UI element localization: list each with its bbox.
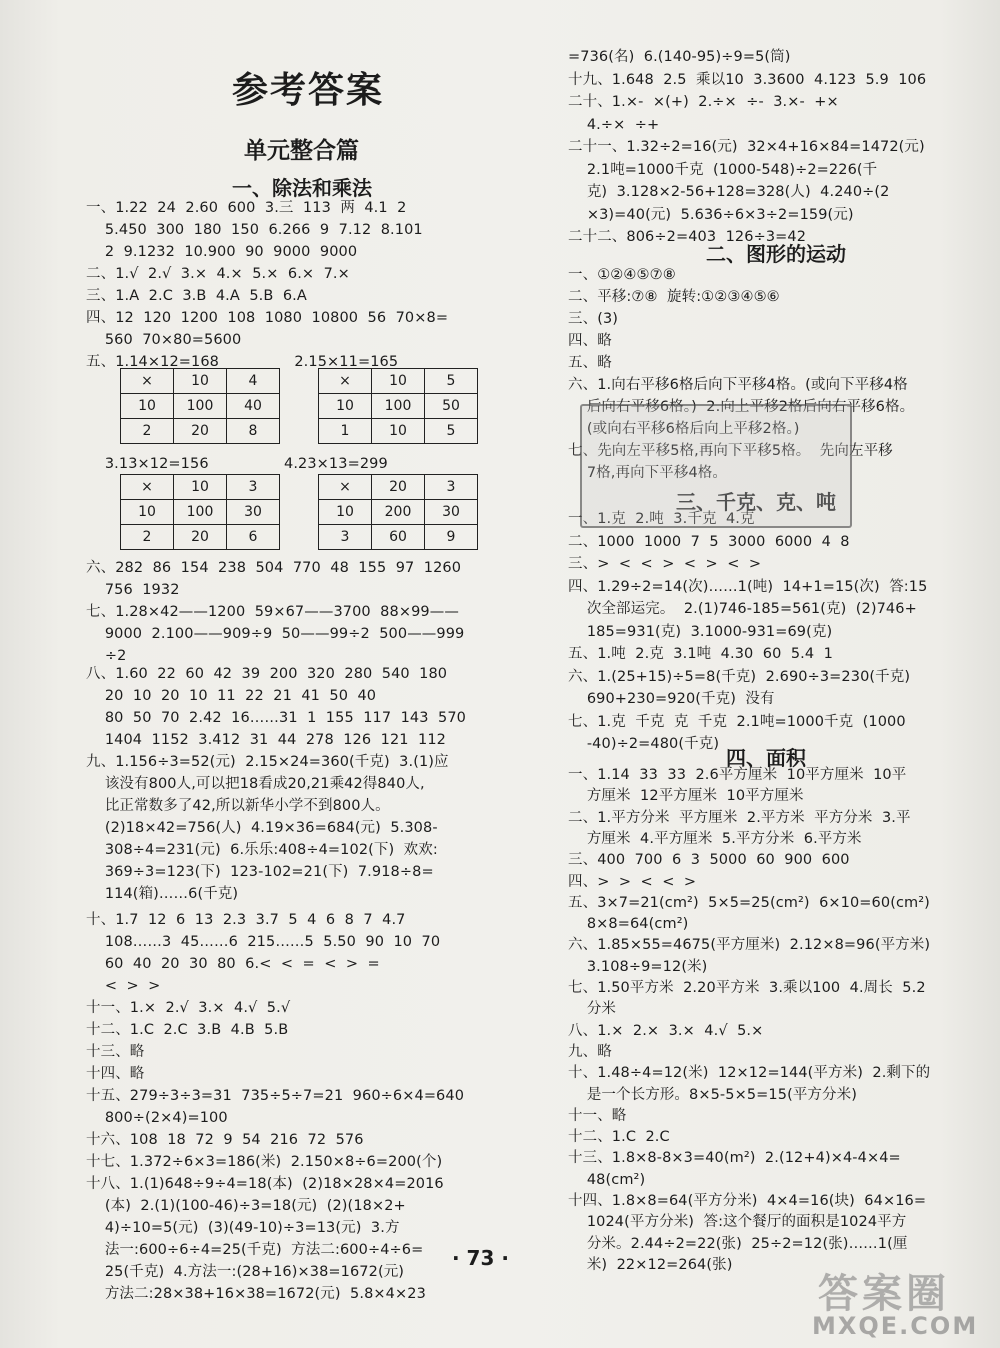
answer-line: 2 9.1232 10.900 90 9000 9000 bbox=[86, 244, 358, 260]
table-cell: × bbox=[319, 369, 372, 394]
table-cell: × bbox=[121, 369, 174, 394]
answer-line: 是一个长方形。8×5-5×5=15(平方分米) bbox=[568, 1086, 857, 1103]
table-cell: 40 bbox=[227, 394, 280, 419]
table-row bbox=[121, 500, 280, 525]
answer-line: 十一、1.× 2.√ 3.× 4.√ 5.√ bbox=[86, 1000, 291, 1016]
table-cell: 100 bbox=[174, 500, 227, 525]
answer-line: < > > bbox=[86, 978, 161, 994]
answer-line: (或向右平移6格后向上平移2格。) bbox=[568, 421, 800, 437]
answer-line: 七、1.28×42——1200 59×67——3700 88×99—— bbox=[86, 604, 459, 620]
answer-line: 60 40 20 30 80 6.< < = < > = bbox=[86, 956, 380, 972]
watermark-logo: 答案圈 bbox=[818, 1271, 950, 1317]
table-cell: 50 bbox=[425, 394, 478, 419]
table-cell: 20 bbox=[372, 475, 425, 500]
table-row bbox=[319, 419, 478, 444]
answer-line: 114(箱)……6(千克) bbox=[86, 886, 239, 902]
part-title: 单元整合篇 bbox=[244, 138, 359, 164]
answer-line: 七、先向左平移5格,再向下平移5格。 先向左平移 bbox=[568, 443, 893, 459]
answer-line: 该没有800人,可以把18看成20,21乘42得840人, bbox=[86, 776, 425, 792]
table-row bbox=[319, 475, 478, 500]
table-row bbox=[319, 369, 478, 394]
table-row bbox=[319, 500, 478, 525]
answer-line: 克) 3.128×2-56+128=328(人) 4.240÷(2 bbox=[568, 184, 890, 200]
answer-line: 八、1.× 2.× 3.× 4.√ 5.× bbox=[568, 1022, 764, 1039]
table-cell: 10 bbox=[121, 394, 174, 419]
table-cell: 30 bbox=[227, 500, 280, 525]
answer-line: (2)18×42=756(人) 4.19×36=684(元) 5.308- bbox=[86, 820, 438, 836]
answer-line: 米) 22×12=264(张) bbox=[568, 1256, 733, 1273]
answer-line: -40)÷2=480(千克) bbox=[568, 736, 720, 752]
table-cell: 10 bbox=[121, 500, 174, 525]
answer-line: 三、1.A 2.C 3.B 4.A 5.B 6.A bbox=[86, 288, 307, 304]
stamp-overlay bbox=[580, 404, 852, 528]
answer-line: 三、(3) bbox=[568, 311, 619, 327]
table-cell: 20 bbox=[174, 419, 227, 444]
answer-line: 九、1.156÷3=52(元) 2.15×24=360(千克) 3.(1)应 bbox=[86, 754, 449, 770]
answer-line: 分米。2.44÷2=22(张) 25÷2=12(张)……1(厘 bbox=[568, 1235, 908, 1252]
answer-line: 3.13×12=156 4.23×13=299 bbox=[86, 456, 388, 472]
table-cell: 100 bbox=[372, 394, 425, 419]
answer-line: 80 50 70 2.42 16……31 1 155 117 143 570 bbox=[86, 710, 466, 726]
answer-line: 十七、1.372÷6×3=186(米) 2.150×8÷6=200(个) bbox=[86, 1154, 443, 1170]
answer-line: 五、3×7=21(cm²) 5×5=25(cm²) 6×10=60(cm²) bbox=[568, 894, 930, 911]
table-cell: 10 bbox=[174, 369, 227, 394]
answer-line: ÷2 bbox=[86, 648, 127, 664]
answer-line: 五、1.14×12=168 2.15×11=165 bbox=[86, 354, 399, 370]
answer-line: 十四、略 bbox=[86, 1066, 145, 1082]
answer-line: 四、> > < < > bbox=[568, 873, 697, 890]
answer-line: 方法二:28×38+16×38=1672(元) 5.8×4×23 bbox=[86, 1286, 426, 1302]
answer-line: 四、略 bbox=[568, 333, 612, 349]
answer-line: 1024(平方分米) 答:这个餐厅的面积是1024平方 bbox=[568, 1214, 907, 1231]
table-cell: 20 bbox=[174, 525, 227, 550]
table-row bbox=[121, 394, 280, 419]
answer-line: 方厘米 4.平方厘米 5.平方分米 6.平方米 bbox=[568, 830, 862, 847]
table-cell: 5 bbox=[425, 369, 478, 394]
answer-line: 756 1932 bbox=[86, 582, 180, 598]
answer-line: 一、1.14 33 33 2.6平方厘米 10平方厘米 10平 bbox=[568, 767, 907, 783]
answer-line: 十四、1.8×8=64(平方分米) 4×4=16(块) 64×16= bbox=[568, 1193, 927, 1209]
answer-line: 185=931(克) 3.1000-931=69(克) bbox=[568, 623, 833, 640]
answer-line: 八、1.60 22 60 42 39 200 320 280 540 180 bbox=[86, 666, 448, 682]
table-cell: × bbox=[121, 475, 174, 500]
answer-line: 9000 2.100——909÷9 50——99÷2 500——999 bbox=[86, 626, 465, 642]
answer-line: 二、平移:⑦⑧ 旋转:①②③④⑤⑥ bbox=[568, 289, 780, 305]
answer-line: 3.108÷9=12(米) bbox=[568, 958, 708, 975]
answer-line: 六、1.向右平移6格后向下平移4格。(或向下平移4格 bbox=[568, 377, 908, 393]
answer-line: 20 10 20 10 11 22 21 41 50 40 bbox=[86, 688, 377, 704]
table-cell: 6 bbox=[227, 525, 280, 550]
answer-line: 十二、1.C 2.C bbox=[568, 1129, 670, 1146]
answer-line: 七、1.50平方米 2.20平方米 3.乘以100 4.周长 5.2 bbox=[568, 980, 926, 996]
section-title-4: 四、面积 bbox=[726, 746, 806, 770]
answer-line: 690+230=920(千克) 没有 bbox=[568, 691, 775, 707]
table-row bbox=[121, 525, 280, 550]
answer-line: 8×8=64(cm²) bbox=[568, 916, 689, 933]
table-cell: 3 bbox=[319, 525, 372, 550]
answer-line: 5.450 300 180 150 6.266 9 7.12 8.101 bbox=[86, 222, 423, 238]
table-cell: 3 bbox=[425, 475, 478, 500]
answer-line: 二、1.√ 2.√ 3.× 4.× 5.× 6.× 7.× bbox=[86, 266, 350, 282]
answer-line: (本) 2.(1)(100-46)÷3=18(元) (2)(18×2+ bbox=[86, 1198, 406, 1214]
table-cell: 200 bbox=[372, 500, 425, 525]
table-1 bbox=[120, 368, 280, 444]
answer-line: 二、1.平方分米 平方厘米 2.平方米 平方分米 3.平 bbox=[568, 809, 911, 826]
table-cell: 8 bbox=[227, 419, 280, 444]
table-2 bbox=[318, 368, 478, 444]
answer-line: 25(千克) 4.方法一:(28+16)×38=1672(元) bbox=[86, 1264, 405, 1280]
answer-line: 四、1.29÷2=14(次)……1(吨) 14+1=15(次) 答:15 bbox=[568, 578, 928, 595]
answer-line: 二十一、1.32÷2=16(元) 32×4+16×84=1472(元) bbox=[568, 139, 925, 155]
answer-line: 十三、略 bbox=[86, 1044, 145, 1060]
answer-line: 十、1.7 12 6 13 2.3 3.7 5 4 6 8 7 4.7 bbox=[86, 912, 406, 928]
page-title: 参考答案 bbox=[232, 70, 385, 111]
table-cell: × bbox=[319, 475, 372, 500]
answer-line: 二十二、806÷2=403 126÷3=42 bbox=[568, 229, 807, 245]
table-row bbox=[121, 475, 280, 500]
answer-line: 三、> < < > < > < > bbox=[568, 556, 762, 572]
table-row bbox=[319, 394, 478, 419]
answer-line: 三、400 700 6 3 5000 60 900 600 bbox=[568, 852, 850, 869]
table-row bbox=[121, 369, 280, 394]
answer-line: 十、1.48÷4=12(米) 12×12=144(平方米) 2.剩下的 bbox=[568, 1065, 931, 1082]
table-cell: 10 bbox=[372, 419, 425, 444]
table-cell: 10 bbox=[372, 369, 425, 394]
answer-line: 48(cm²) bbox=[568, 1171, 646, 1188]
answer-line: 十三、1.8×8-8×3=40(m²) 2.(12+4)×4-4×4= bbox=[568, 1150, 901, 1167]
answer-line: =736(名) 6.(140-95)÷9=5(筒) bbox=[568, 49, 791, 65]
answer-line: 二十、1.×- ×(+) 2.÷× ÷- 3.×- +× bbox=[568, 94, 839, 110]
answer-line: 十一、略 bbox=[568, 1107, 627, 1124]
answer-line: 2.1吨=1000千克 (1000-548)÷2=226(千 bbox=[568, 161, 878, 178]
table-cell: 10 bbox=[319, 500, 372, 525]
table-cell: 100 bbox=[174, 394, 227, 419]
answer-line: 五、略 bbox=[568, 355, 612, 371]
answer-line: 七、1.克 千克 克 千克 2.1吨=1000千克 (1000 bbox=[568, 713, 906, 730]
table-cell: 2 bbox=[121, 419, 174, 444]
table-cell: 3 bbox=[227, 475, 280, 500]
answer-line: 一、1.22 24 2.60 600 3.三 113 两 4.1 2 bbox=[86, 200, 407, 216]
answer-line: 次全部运完。 2.(1)746-185=561(克) (2)746+ bbox=[568, 601, 917, 617]
answer-line: 十二、1.C 2.C 3.B 4.B 5.B bbox=[86, 1022, 289, 1038]
page-number: · 73 · bbox=[452, 1246, 509, 1270]
section-title-2: 二、图形的运动 bbox=[706, 242, 846, 266]
table-cell: 2 bbox=[121, 525, 174, 550]
table-cell: 5 bbox=[425, 419, 478, 444]
answer-line: 分米 bbox=[568, 1001, 617, 1018]
answer-line: 五、1.吨 2.克 3.1吨 4.30 60 5.4 1 bbox=[568, 646, 833, 662]
table-cell: 60 bbox=[372, 525, 425, 550]
answer-line: 4.÷× ÷+ bbox=[568, 116, 660, 133]
answer-line: 800÷(2×4)=100 bbox=[86, 1110, 228, 1126]
table-cell: 4 bbox=[227, 369, 280, 394]
answer-line: 一、①②④⑤⑦⑧ bbox=[568, 267, 676, 283]
table-cell: 10 bbox=[174, 475, 227, 500]
table-cell: 10 bbox=[319, 394, 372, 419]
answer-line: 1404 1152 3.412 31 44 278 126 121 112 bbox=[86, 732, 447, 748]
answer-line: 九、略 bbox=[568, 1043, 612, 1060]
answer-line: 7格,再向下平移4格。 bbox=[568, 465, 727, 481]
table-cell: 30 bbox=[425, 500, 478, 525]
answer-line: 方厘米 12平方厘米 10平方厘米 bbox=[568, 788, 804, 805]
answer-line: 后向右平移6格。) 2.向上平移2格后向右平移6格。 bbox=[568, 399, 915, 415]
answer-line: 369÷3=123(下) 123-102=21(下) 7.918÷8= bbox=[86, 864, 434, 880]
answer-line: 法一:600÷6÷4=25(千克) 方法二:600÷4÷6= bbox=[86, 1242, 424, 1258]
answer-line: 308÷4=231(元) 6.乐乐:408÷4=102(下) 欢欢: bbox=[86, 842, 438, 858]
answer-line: 十九、1.648 2.5 乘以10 3.3600 4.123 5.9 106 bbox=[568, 71, 927, 88]
watermark-url: MXQE.COM bbox=[812, 1312, 979, 1340]
section-title-3: 三、千克、克、吨 bbox=[676, 490, 836, 514]
answer-line: ×3)=40(元) 5.636÷6×3÷2=159(元) bbox=[568, 206, 854, 223]
answer-line: 560 70×80=5600 bbox=[86, 332, 242, 348]
table-cell: 1 bbox=[319, 419, 372, 444]
answer-line: 四、12 120 1200 108 1080 10800 56 70×8= bbox=[86, 310, 449, 326]
answer-line: 六、1.85×55=4675(平方厘米) 2.12×8=96(平方米) bbox=[568, 937, 931, 954]
answer-line: 六、282 86 154 238 504 770 48 155 97 1260 bbox=[86, 560, 462, 576]
table-row bbox=[319, 525, 478, 550]
answer-line: 二、1000 1000 7 5 3000 6000 4 8 bbox=[568, 533, 850, 550]
answer-line: 比正常数多了42,所以新华小学不到800人。 bbox=[86, 798, 390, 814]
section-title-1: 一、除法和乘法 bbox=[232, 176, 372, 200]
answer-line: 一、1.克 2.吨 3.千克 4.克 bbox=[568, 511, 755, 527]
answer-line: 4)÷10=5(元) (3)(49-10)÷3=13(元) 3.方 bbox=[86, 1220, 400, 1236]
answer-line: 十六、108 18 72 9 54 216 72 576 bbox=[86, 1132, 364, 1148]
table-4 bbox=[318, 474, 478, 550]
answer-line: 108……3 45……6 215……5 5.50 90 10 70 bbox=[86, 934, 441, 950]
answer-line: 六、1.(25+15)÷5=8(千克) 2.690÷3=230(千克) bbox=[568, 668, 911, 685]
answer-line: 十五、279÷3÷3=31 735÷5÷7=21 960÷6×4=640 bbox=[86, 1088, 465, 1104]
table-3 bbox=[120, 474, 280, 550]
table-cell: 9 bbox=[425, 525, 478, 550]
table-row bbox=[121, 419, 280, 444]
answer-line: 十八、1.(1)648÷9÷4=18(本) (2)18×28×4=2016 bbox=[86, 1176, 444, 1192]
